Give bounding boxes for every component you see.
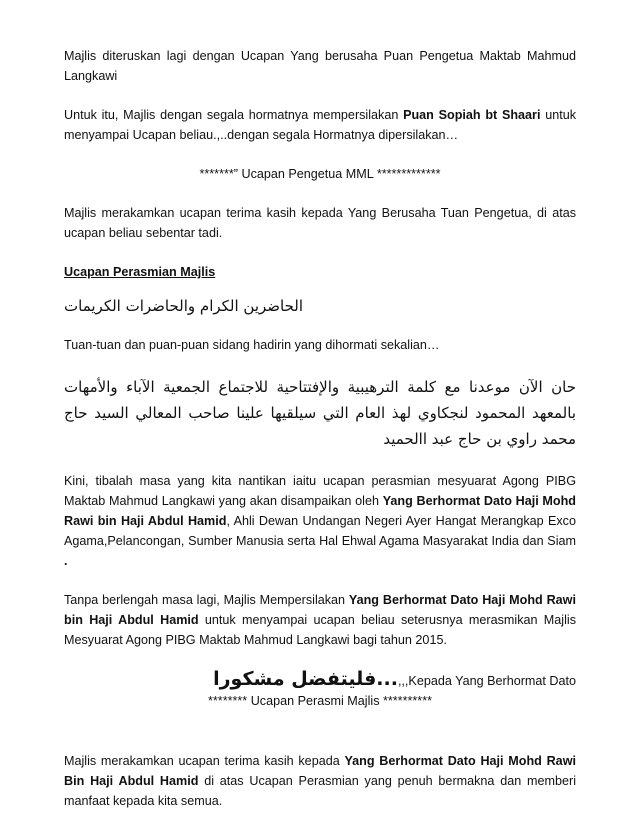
paragraph-terima-kasih-yb — [64, 751, 576, 811]
paragraph-kini-text: Kini, tibalah masa yang kita nantikan iaitu ucapan perasmian mesyuarat Agong PIBG Maktab Mahmud Langkawi yang akan disampaikan oleh — [64, 474, 576, 508]
paragraph-kini-text-end: , Ahli Dewan Undangan Negeri Ayer Hangat Merangkap Exco Agama,Pelancongan, Sumber Manusia serta Hal Ehwal Agama Masyarakat India dan Siam — [64, 514, 576, 548]
speech-marker-perasmi: ******** Ucapan Perasmi Majlis ********** — [208, 694, 432, 708]
paragraph-tanpa-text: Tanpa berlengah masa lagi, Majlis Mempersilakan — [64, 593, 349, 607]
paragraph-akhir-text: Majlis merakamkan ucapan terima kasih kepada — [64, 754, 345, 768]
speech-marker-pengetua: *******” Ucapan Pengetua MML ************* — [199, 167, 441, 181]
document-page — [64, 46, 576, 811]
guest-name-yb-dato: Yang Berhormat Dato Haji Mohd Rawi bin Haji Abdul Hamid — [64, 494, 576, 528]
paragraph-tanpa-text-end: untuk menyampai ucapan beliau seterusnya merasmikan Majlis Mesyuarat Agong PIBG Maktab Mahmud Langkawi bagi tahun 2015. — [64, 613, 576, 647]
invitation-arabic: ...فليتفضل مشكورا — [213, 668, 398, 690]
paragraph-untuk-itu-text: Untuk itu, Majlis dengan segala hormatnya mempersilakan — [64, 108, 404, 122]
paragraph-untuk-itu-text-end: untuk menyampai Ucapan beliau.,..dengan segala Hormatnya dipersilakan… — [64, 108, 576, 142]
invitation-line — [64, 669, 576, 691]
paragraph-terima-kasih-pengetua: Majlis merakamkan ucapan terima kasih kepada Yang Berusaha Tuan Pengetua, di atas ucapan beliau sebentar tadi. — [64, 206, 576, 240]
paragraph-tuan-tuan: Tuan-tuan dan puan-puan sidang hadirin yang dihormati sekalian… — [64, 338, 440, 352]
paragraph-akhir-text-end: di atas Ucapan Perasmian yang penuh bermakna dan memberi manfaat kepada kita semua. — [64, 774, 576, 808]
section-heading-ucapan-perasmian: Ucapan Perasmian Majlis — [64, 265, 216, 279]
guest-name-yb-dato-3: Yang Berhormat Dato Haji Mohd Rawi Bin Haji Abdul Hamid — [64, 754, 576, 788]
arabic-greeting: الحاضرين الكرام والحاضرات الكريمات — [64, 297, 304, 315]
paragraph-kini-period: . — [64, 554, 68, 568]
arabic-paragraph: حان الآن موعدنا مع كلمة الترهيبية والإفتتاحية للاجتماع الجمعية الآباء والأمهات بالمعهد المحمود لنجكاوي لهذ العام التي سيلقيها علينا صاحب المعالي السيد حاج محمد راوي بن حاج عبد االحميد — [64, 378, 576, 448]
speaker-name-puan-sopiah: Puan Sopiah bt Shaari — [403, 108, 541, 122]
guest-name-yb-dato-2: Yang Berhormat Dato Haji Mohd Rawi bin Haji Abdul Hamid — [64, 593, 576, 627]
paragraph-majlis-diteruskan: Majlis diteruskan lagi dengan Ucapan Yang berusaha Puan Pengetua Maktab Mahmud Langkawi — [64, 49, 576, 83]
paragraph-tanpa-berlengah — [64, 590, 576, 650]
paragraph-kini-tibalah — [64, 471, 576, 571]
invitation-latin: ,,,Kepada Yang Berhormat Dato — [397, 674, 576, 688]
paragraph-untuk-itu — [64, 105, 576, 145]
